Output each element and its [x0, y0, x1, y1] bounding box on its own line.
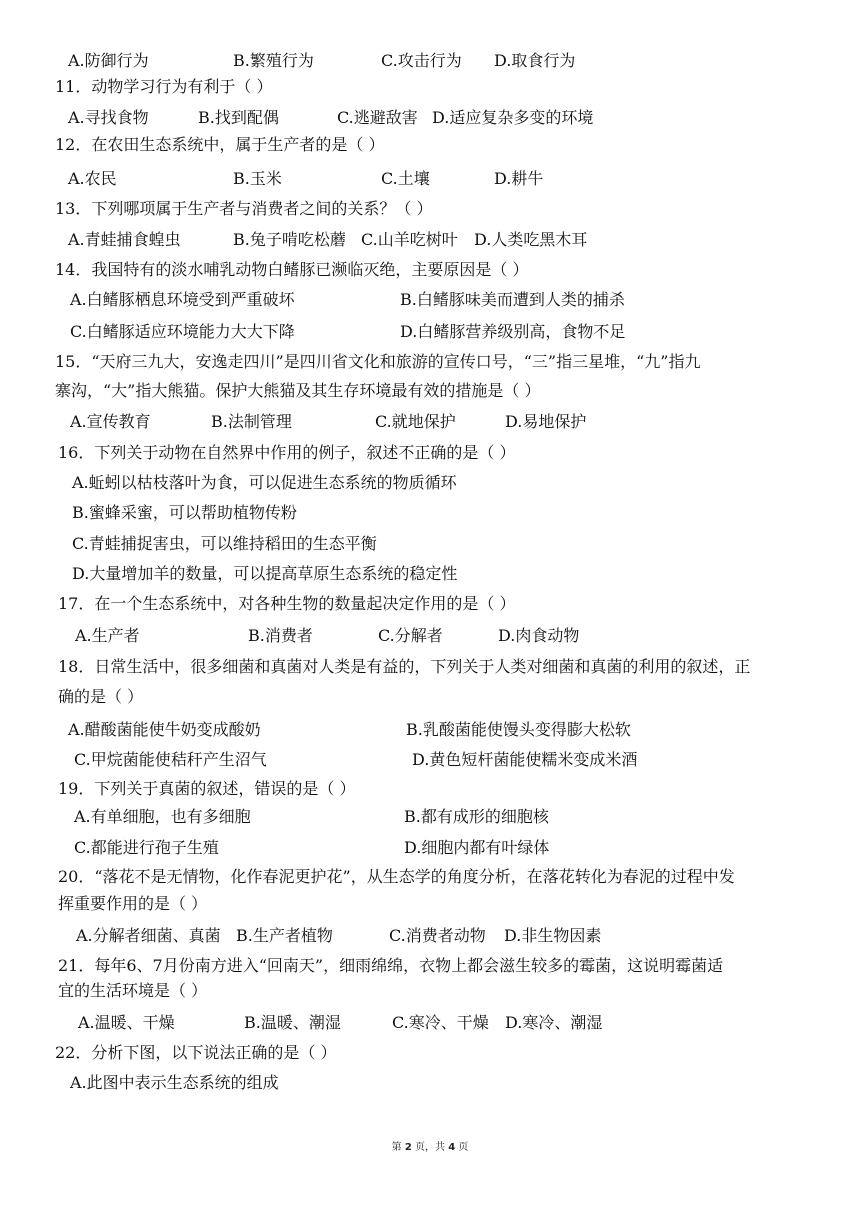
q14-option-a: A.白鳍豚栖息环境受到严重破坏	[70, 290, 295, 309]
q19-option-a: A.有单细胞，也有多细胞	[74, 807, 251, 826]
q19-option-d: D.细胞内都有叶绿体	[404, 838, 550, 857]
footer-prefix: 第	[391, 1142, 402, 1153]
q21-stem-line1: 21．每年6、7月份南方进入“回南天”，细雨绵绵，衣物上都会滋生较多的霉菌，这说明霉菌适	[58, 956, 724, 975]
q18-stem-line1: 18．日常生活中，很多细菌和真菌对人类是有益的，下列关于人类对细菌和真菌的利用的叙述，正	[58, 657, 751, 676]
q13-stem: 13．下列哪项属于生产者与消费者之间的关系？（ ）	[55, 199, 433, 218]
q21-option-b: B.温暖、潮湿	[244, 1013, 341, 1032]
q12-stem: 12．在农田生态系统中，属于生产者的是（ ）	[55, 135, 385, 154]
q10-option-c: C.攻击行为	[381, 51, 462, 70]
footer-mid: 页，共	[415, 1142, 445, 1153]
q18-option-d: D.黄色短杆菌能使糯米变成米酒	[412, 750, 638, 769]
q13-option-c: C.山羊吃树叶	[361, 230, 458, 249]
q19-stem: 19．下列关于真菌的叙述，错误的是（ ）	[58, 779, 356, 798]
q18-option-b: B.乳酸菌能使馒头变得膨大松软	[406, 720, 631, 739]
q13-option-a: A.青蛙捕食蝗虫	[68, 230, 181, 249]
q12-option-b: B.玉米	[233, 169, 282, 188]
q16-option-d: D.大量增加羊的数量，可以提高草原生态系统的稳定性	[72, 564, 458, 583]
q11-option-a: A.寻找食物	[68, 108, 149, 127]
q10-option-b: B.繁殖行为	[233, 51, 314, 70]
q17-option-c: C.分解者	[378, 626, 443, 645]
q15-stem-line1: 15．“天府三九大，安逸走四川”是四川省文化和旅游的宣传口号，“三”指三星堆，“九”指九	[55, 352, 701, 371]
q16-stem: 16．下列关于动物在自然界中作用的例子，叙述不正确的是（ ）	[58, 443, 516, 462]
q20-option-d: D.非生物因素	[504, 926, 602, 945]
q14-option-c: C.白鳍豚适应环境能力大大下降	[70, 322, 295, 341]
q13-option-d: D.人类吃黑木耳	[474, 230, 588, 249]
q18-option-a: A.醋酸菌能使牛奶变成酸奶	[68, 720, 261, 739]
q12-option-d: D.耕牛	[494, 169, 544, 188]
q13-option-b: B.兔子啃吃松蘑	[233, 230, 346, 249]
q21-stem-line2: 宜的生活环境是（ ）	[58, 981, 208, 1000]
q11-option-d: D.适应复杂多变的环境	[432, 108, 594, 127]
q15-option-b: B.法制管理	[211, 412, 292, 431]
q16-option-a: A.蚯蚓以枯枝落叶为食，可以促进生态系统的物质循环	[72, 473, 457, 492]
q14-option-b: B.白鳍豚味美而遭到人类的捕杀	[400, 290, 625, 309]
q22-option-a: A.此图中表示生态系统的组成	[70, 1073, 279, 1092]
q12-option-a: A.农民	[68, 169, 117, 188]
q17-stem: 17．在一个生态系统中，对各种生物的数量起决定作用的是（ ）	[58, 594, 516, 613]
q21-option-d: D.寒冷、潮湿	[505, 1013, 603, 1032]
q17-option-d: D.肉食动物	[498, 626, 580, 645]
q14-option-d: D.白鳍豚营养级别高，食物不足	[400, 322, 626, 341]
q18-option-c: C.甲烷菌能使秸秆产生沼气	[74, 750, 267, 769]
q17-option-b: B.消费者	[248, 626, 313, 645]
q12-option-c: C.土壤	[381, 169, 430, 188]
q21-option-a: A.温暖、干燥	[78, 1013, 175, 1032]
q14-stem: 14．我国特有的淡水哺乳动物白鳍豚已濒临灭绝，主要原因是（ ）	[55, 260, 529, 279]
footer-suffix: 页	[458, 1142, 469, 1153]
q19-option-b: B.都有成形的细胞核	[404, 807, 549, 826]
q15-stem-line2: 寨沟，“大”指大熊猫。保护大熊猫及其生存环境最有效的措施是（ ）	[55, 381, 541, 400]
q16-option-c: C.青蛙捕捉害虫，可以维持稻田的生态平衡	[72, 534, 377, 553]
q20-option-a: A.分解者细菌、真菌	[76, 926, 221, 945]
q15-option-c: C.就地保护	[375, 412, 456, 431]
q16-option-b: B.蜜蜂采蜜，可以帮助植物传粉	[72, 503, 297, 522]
q10-option-d: D.取食行为	[494, 51, 576, 70]
q15-option-d: D.易地保护	[505, 412, 587, 431]
q10-option-a: A.防御行为	[68, 51, 149, 70]
footer-page-number: 2	[404, 1142, 412, 1153]
q15-option-a: A.宣传教育	[70, 412, 151, 431]
q20-stem-line2: 挥重要作用的是（ ）	[58, 894, 208, 913]
q11-option-c: C.逃避敌害	[337, 108, 418, 127]
q22-stem: 22．分析下图，以下说法正确的是（ ）	[55, 1043, 337, 1062]
q17-option-a: A.生产者	[75, 626, 140, 645]
q20-stem-line1: 20．“落花不是无情物，化作春泥更护花”，从生态学的角度分析，在落花转化为春泥的过程中发	[58, 867, 735, 886]
q20-option-c: C.消费者动物	[389, 926, 486, 945]
q19-option-c: C.都能进行孢子生殖	[74, 838, 219, 857]
q11-option-b: B.找到配偶	[198, 108, 279, 127]
q20-option-b: B.生产者植物	[236, 926, 333, 945]
q21-option-c: C.寒冷、干燥	[392, 1013, 489, 1032]
q11-stem: 11．动物学习行为有利于（ ）	[55, 77, 273, 96]
footer-total-pages: 4	[448, 1142, 456, 1153]
page-footer	[0, 1138, 860, 1153]
q18-stem-line2: 确的是（ ）	[58, 687, 144, 706]
